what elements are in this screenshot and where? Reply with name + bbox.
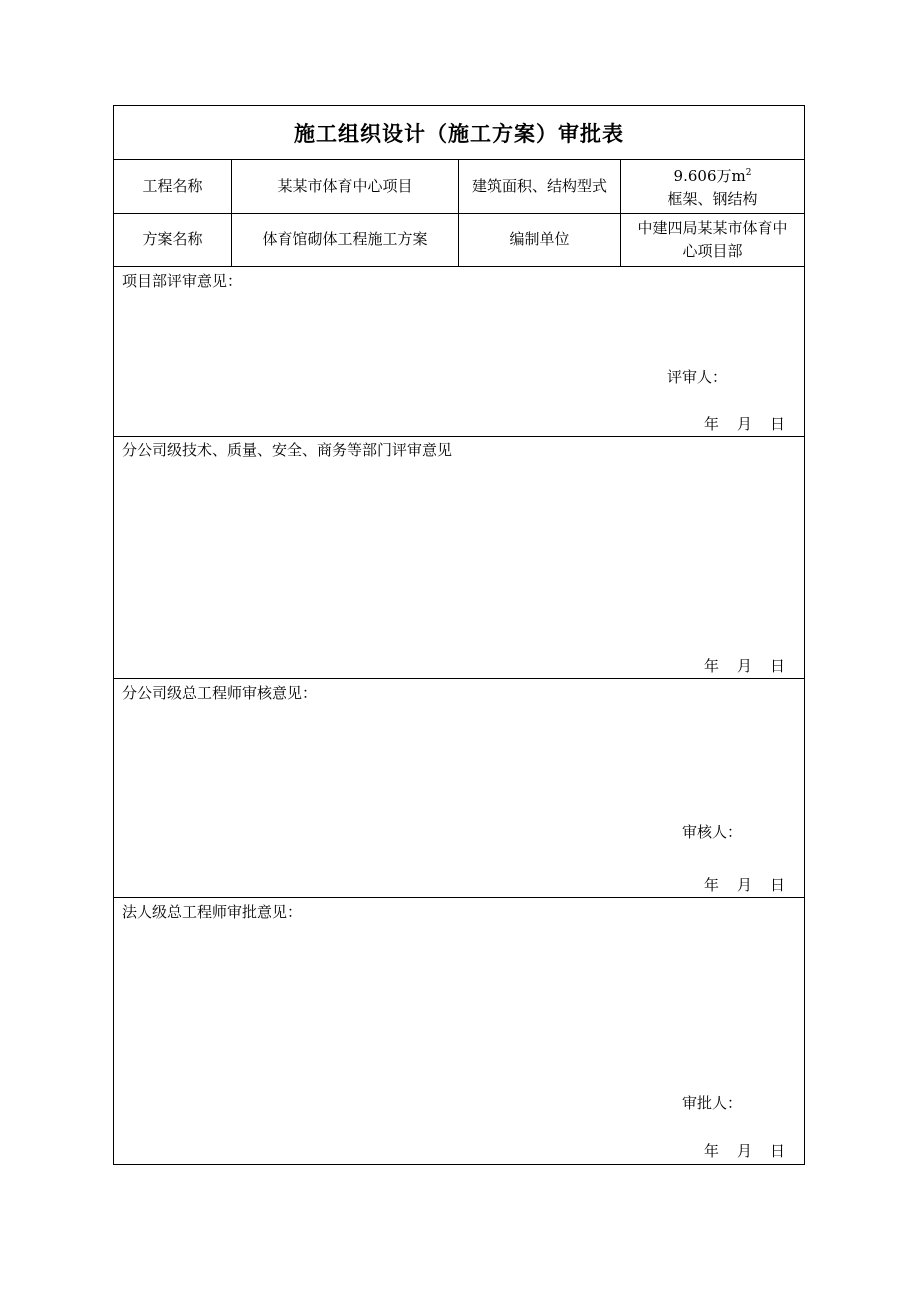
row-divider (114, 897, 804, 898)
corporate-chief-engineer-date (704, 1140, 803, 1161)
row-divider (114, 266, 804, 267)
row-divider (114, 678, 804, 679)
project-name-value: 某某市体育中心项目 (277, 176, 413, 195)
branch-chief-engineer-label: 分公司级总工程师审核意见： (122, 684, 318, 702)
structure-value: 框架、钢结构 (667, 189, 758, 208)
form-title: 施工组织设计（施工方案）审批表 (294, 121, 624, 146)
date-day: 日 (770, 415, 786, 433)
area-structure-label: 建筑面积、结构型式 (471, 176, 607, 195)
date-month: 月 (737, 415, 753, 433)
approval-form (113, 105, 805, 1165)
project-review-date (704, 413, 803, 434)
area-unit-superscript: 2 (745, 167, 752, 178)
branch-departments-label: 分公司级技术、质量、安全、商务等部门评审意见 (122, 441, 453, 459)
compiler-label: 编制单位 (509, 230, 570, 248)
corporate-chief-engineer-label: 法人级总工程师审批意见： (122, 903, 303, 921)
area-value-line (674, 162, 752, 188)
date-month: 月 (737, 657, 753, 675)
area-structure-value (621, 159, 804, 213)
date-month: 月 (737, 1142, 753, 1160)
project-review-signer: 评审人： (667, 368, 728, 386)
date-year: 年 (704, 1142, 720, 1160)
compiler-value-line2: 心项目部 (682, 241, 743, 260)
date-month: 月 (737, 876, 753, 894)
date-day: 日 (770, 657, 786, 675)
project-name-label: 工程名称 (142, 176, 203, 195)
date-year: 年 (704, 657, 720, 675)
compiler-value-line1: 中建四局某某市体育中 (637, 218, 788, 237)
date-day: 日 (770, 1142, 786, 1160)
branch-departments-date (704, 655, 803, 676)
corporate-chief-engineer-signer: 审批人： (682, 1094, 743, 1112)
compiler-value (621, 213, 804, 266)
plan-name-value: 体育馆砌体工程施工方案 (262, 230, 428, 248)
date-year: 年 (704, 415, 720, 433)
date-day: 日 (770, 876, 786, 894)
branch-chief-engineer-date (704, 874, 803, 895)
branch-chief-engineer-signer: 审核人： (682, 823, 743, 841)
area-value: 9.606万m (673, 166, 746, 185)
row-divider (114, 436, 804, 437)
project-review-label: 项目部评审意见： (122, 272, 243, 290)
plan-name-label: 方案名称 (142, 230, 203, 248)
date-year: 年 (704, 876, 720, 894)
